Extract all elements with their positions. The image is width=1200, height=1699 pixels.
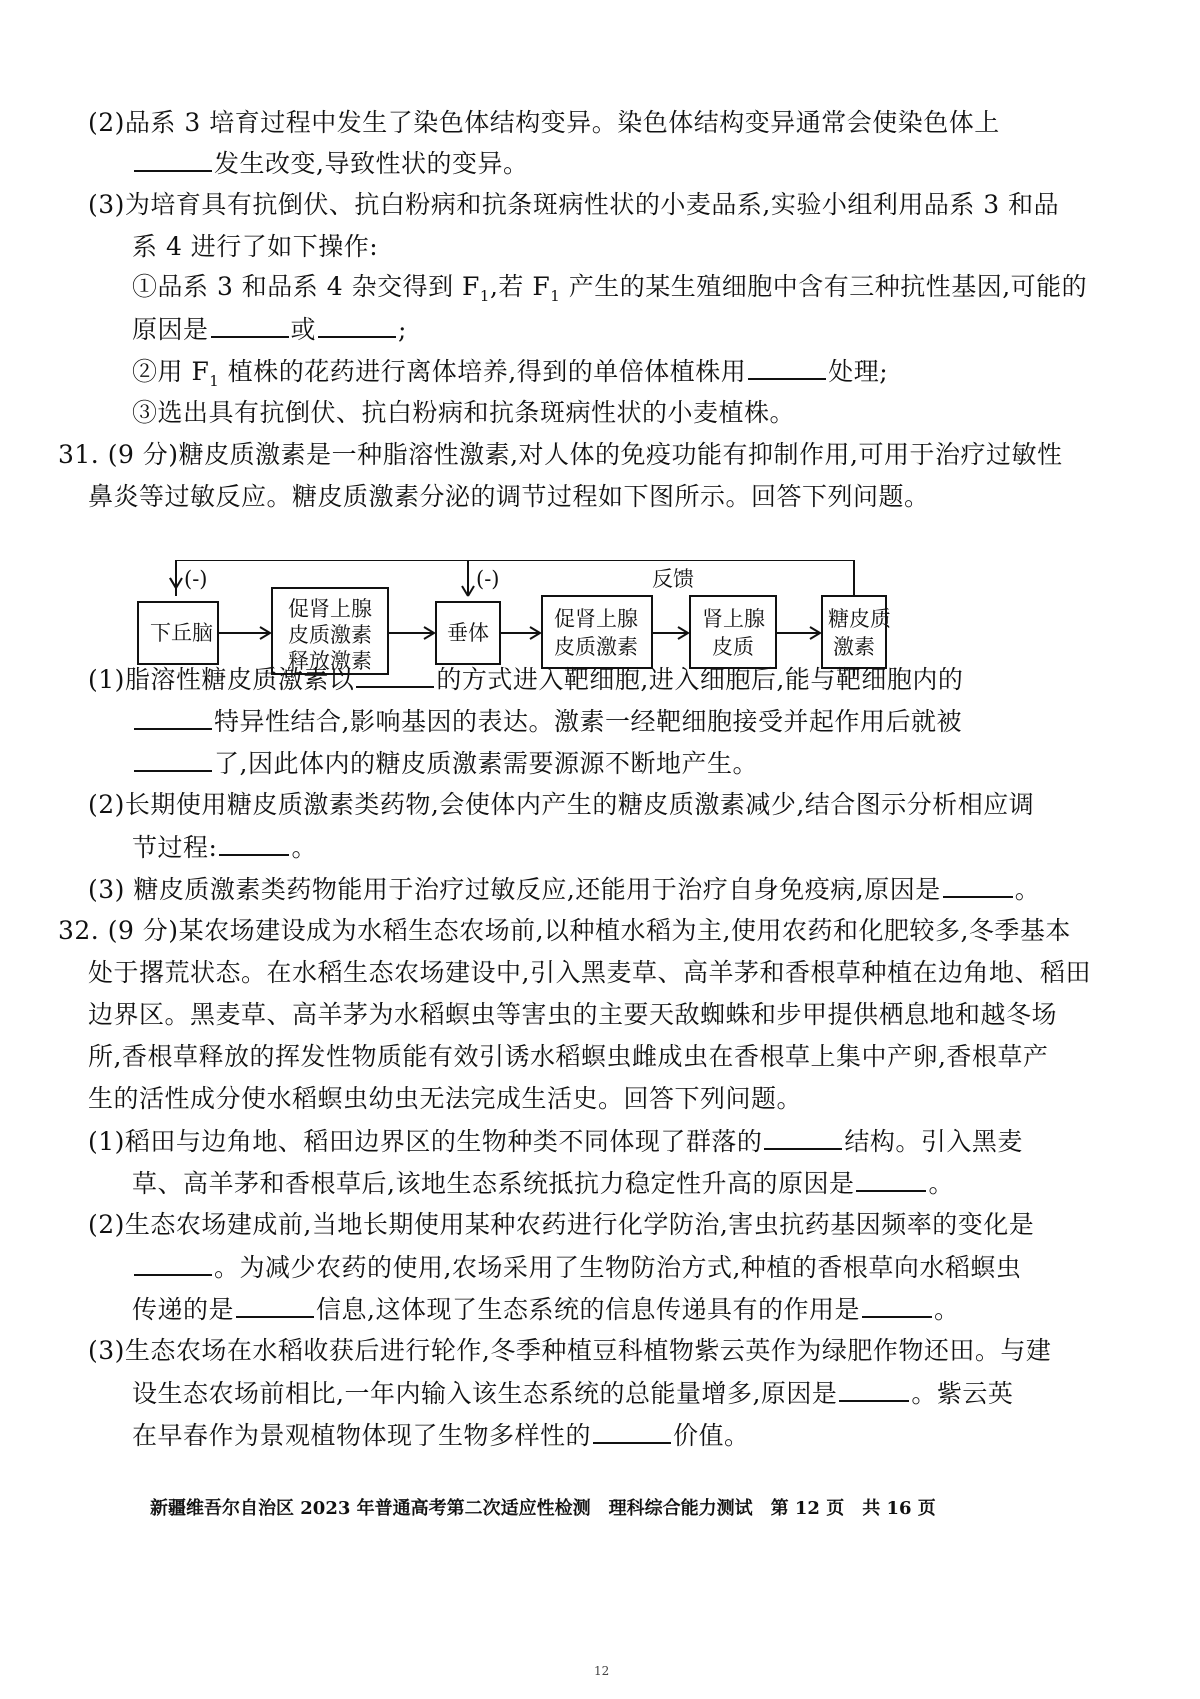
q30-step3: ③选出具有抗倒伏、抗白粉病和抗条斑病性状的小麦植株。 bbox=[132, 398, 796, 427]
q30-step1-line1: ①品系 3 和品系 4 杂交得到 $F_1$,若 $F_1$ 产生的某生殖细胞中含有三种抗性基因,可能的 bbox=[132, 272, 1088, 305]
box-crh-label-2: 皮质激素 bbox=[288, 623, 372, 647]
q32-part3-line1: (3)生态农场在水稻收获后进行轮作,冬季种植豆科植物紫云英作为绿肥作物还田。与建 bbox=[88, 1336, 1052, 1365]
answer-blank[interactable] bbox=[943, 874, 1013, 898]
q32-intro-line1: 32. (9 分)某农场建设成为水稻生态农场前,以种植水稻为主,使用农药和化肥较多,冬季基本 bbox=[58, 916, 1071, 945]
box-glucocorticoid-label-1: 糖皮质 bbox=[828, 607, 891, 631]
answer-blank[interactable] bbox=[211, 314, 289, 338]
negative-feedback-label-1: (-) bbox=[184, 567, 208, 591]
answer-blank[interactable] bbox=[856, 1168, 926, 1192]
q31-part1-line3: 了,因此体内的糖皮质激素需要源源不断地产生。 bbox=[132, 748, 758, 779]
answer-blank[interactable] bbox=[356, 664, 434, 688]
box-crh-label-3: 释放激素 bbox=[288, 649, 372, 673]
box-adrenal-cortex-label-1: 肾上腺 bbox=[702, 607, 765, 631]
q31-intro-line2: 鼻炎等过敏反应。糖皮质激素分泌的调节过程如下图所示。回答下列问题。 bbox=[88, 482, 930, 511]
answer-blank[interactable] bbox=[236, 1294, 314, 1318]
q31-part3: (3) 糖皮质激素类药物能用于治疗过敏反应,还能用于治疗自身免疫病,原因是 。 bbox=[88, 875, 1041, 904]
answer-blank[interactable] bbox=[134, 1252, 212, 1276]
q31-intro-line1: 31. (9 分)糖皮质激素是一种脂溶性激素,对人体的免疫功能有抑制作用,可用于治疗过敏性 bbox=[58, 440, 1063, 469]
q32-intro-line3: 边界区。黑麦草、高羊茅为水稻螟虫等害虫的主要天敌蜘蛛和步甲提供栖息地和越冬场 bbox=[88, 1000, 1058, 1029]
box-adrenal-cortex-label-2: 皮质 bbox=[712, 635, 754, 659]
answer-blank[interactable] bbox=[748, 356, 826, 380]
answer-blank[interactable] bbox=[134, 706, 212, 730]
answer-blank[interactable] bbox=[862, 1294, 932, 1318]
box-hypothalamus-label: 下丘脑 bbox=[150, 621, 213, 645]
box-acth-label-2: 皮质激素 bbox=[554, 635, 638, 659]
q31-part1-line1: (1)脂溶性糖皮质激素以 的方式进入靶细胞,进入细胞后,能与靶细胞内的 bbox=[88, 665, 964, 694]
answer-blank[interactable] bbox=[839, 1378, 909, 1402]
q32-part2-line2: 。为减少农药的使用,农场采用了生物防治方式,种植的香根草向水稻螟虫 bbox=[132, 1252, 1021, 1283]
q32-part3-line2: 设生态农场前相比,一年内输入该生态系统的总能量增多,原因是 。紫云英 bbox=[132, 1379, 1014, 1408]
q32-part2-line3: 传递的是 信息,这体现了生态系统的信息传递具有的作用是 。 bbox=[132, 1295, 960, 1324]
q30-step1-line2: 原因是 或 ; bbox=[132, 315, 407, 344]
box-acth-label-1: 促肾上腺 bbox=[554, 607, 638, 631]
q31-part1-line2: 特异性结合,影响基因的表达。激素一经靶细胞接受并起作用后就被 bbox=[132, 706, 962, 737]
q30-part2-line1: (2)品系 3 培育过程中发生了染色体结构变异。染色体结构变异通常会使染色体上 bbox=[88, 108, 1000, 137]
q30-part3-line1: (3)为培育具有抗倒伏、抗白粉病和抗条斑病性状的小麦品系,实验小组利用品系 3 和品 bbox=[88, 190, 1060, 219]
box-crh-label-1: 促肾上腺 bbox=[288, 597, 372, 621]
q32-intro-line5: 生的活性成分使水稻螟虫幼虫无法完成生活史。回答下列问题。 bbox=[88, 1084, 803, 1113]
q30-step2: ②用 $F_1$ 植株的花药进行离体培养,得到的单倍体植株用 处理; bbox=[132, 357, 889, 390]
answer-blank[interactable] bbox=[318, 314, 396, 338]
answer-blank[interactable] bbox=[134, 148, 212, 172]
answer-blank[interactable] bbox=[593, 1420, 671, 1444]
q32-intro-line4: 所,香根草释放的挥发性物质能有效引诱水稻螟虫雌成虫在香根草上集中产卵,香根草产 bbox=[88, 1042, 1049, 1071]
answer-blank[interactable] bbox=[219, 832, 289, 856]
q30-part2-line2: 发生改变,导致性状的变异。 bbox=[132, 148, 528, 179]
box-glucocorticoid-label-2: 激素 bbox=[833, 635, 875, 659]
page-number: 12 bbox=[594, 1664, 610, 1678]
q32-part3-line3: 在早春作为景观植物体现了生物多样性的 价值。 bbox=[132, 1421, 750, 1450]
answer-blank[interactable] bbox=[134, 748, 212, 772]
footer-text: 新疆维吾尔自治区 2023 年普通高考第二次适应性检测 理科综合能力测试 第 12 页 共 16 页 bbox=[150, 1498, 936, 1519]
q32-part2-line1: (2)生态农场建成前,当地长期使用某种农药进行化学防治,害虫抗药基因频率的变化是 bbox=[88, 1210, 1035, 1239]
q30-part3-line2: 系 4 进行了如下操作: bbox=[132, 232, 379, 261]
answer-blank[interactable] bbox=[764, 1126, 842, 1150]
box-pituitary-label: 垂体 bbox=[447, 621, 489, 645]
q31-part2-line1: (2)长期使用糖皮质激素类药物,会使体内产生的糖皮质激素减少,结合图示分析相应调 bbox=[88, 790, 1035, 819]
feedback-label: 反馈 bbox=[652, 567, 694, 591]
q31-part2-line2: 节过程: 。 bbox=[132, 833, 317, 862]
q32-intro-line2: 处于撂荒状态。在水稻生态农场建设中,引入黑麦草、高羊茅和香根草种植在边角地、稻田 bbox=[88, 958, 1091, 987]
q32-part1-line2: 草、高羊茅和香根草后,该地生态系统抵抗力稳定性升高的原因是 。 bbox=[132, 1169, 954, 1198]
q32-part1-line1: (1)稻田与边角地、稻田边界区的生物种类不同体现了群落的 结构。引入黑麦 bbox=[88, 1127, 1023, 1156]
negative-feedback-label-2: (-) bbox=[476, 567, 500, 591]
